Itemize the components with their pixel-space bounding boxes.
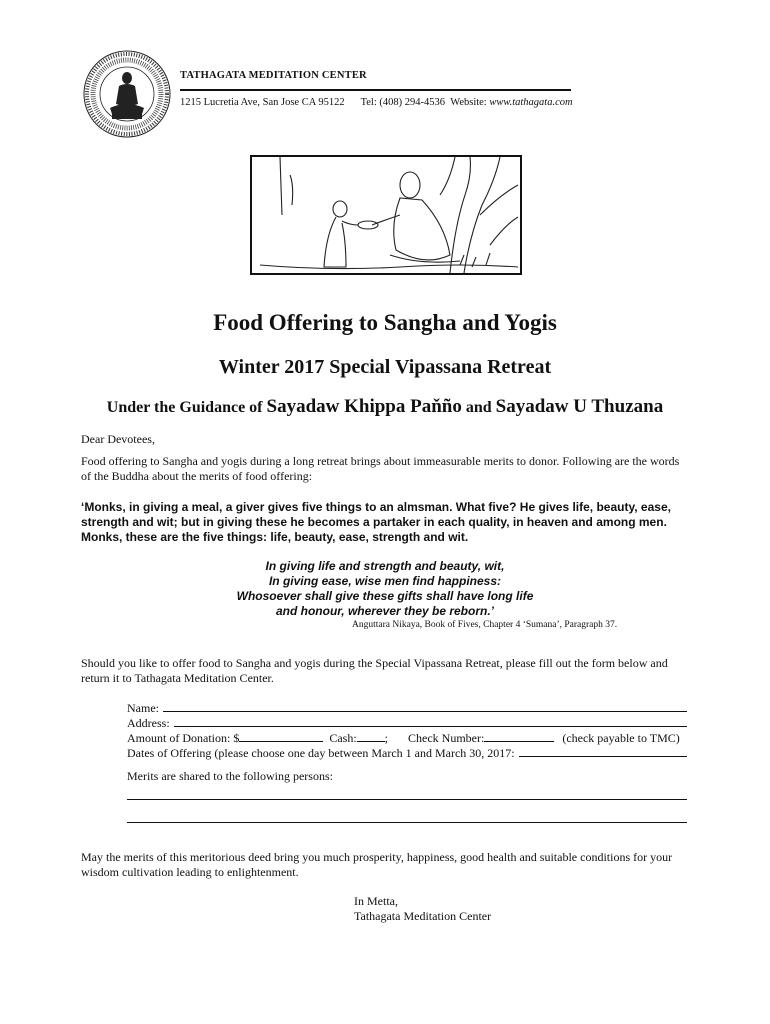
instructions-paragraph: Should you like to offer food to Sangha and yogis during the Special Vipassana Retreat, please fill out the form below and return it to Tathagata Meditation Center.	[81, 656, 668, 685]
address-label: Address:	[127, 716, 170, 730]
name-row	[127, 701, 687, 716]
guidance-prefix: Under the Guidance of	[106, 399, 263, 416]
verse-line: Whosoever shall give these gifts shall have long life	[236, 589, 534, 603]
amount-row	[127, 731, 687, 746]
check-label: Check Number:	[408, 731, 485, 745]
check-note: (check payable to TMC)	[562, 731, 680, 745]
org-address: 1215 Lucretia Ave, San Jose CA 95122	[180, 97, 345, 108]
header-rule	[180, 89, 571, 91]
cash-field[interactable]	[357, 731, 385, 742]
check-number-field[interactable]	[484, 731, 554, 742]
citation: Anguttara Nikaya, Book of Fives, Chapter 4 ‘Sumana’, Paragraph 37.	[352, 620, 618, 630]
org-phone: Tel: (408) 294-4536	[360, 97, 445, 108]
cash-label: Cash:	[329, 731, 357, 745]
merits-line-1[interactable]	[127, 799, 687, 800]
merits-label: Merits are shared to the following persons:	[127, 769, 333, 783]
greeting: Dear Devotees,	[81, 432, 155, 446]
guidance-joiner: and	[465, 399, 492, 416]
website-label: Website:	[450, 97, 487, 108]
amount-label: Amount of Donation: $	[127, 731, 240, 745]
verse-line: In giving life and strength and beauty, wit,	[265, 559, 505, 573]
guidance-line	[0, 396, 770, 418]
org-website: www.tathagata.com	[489, 97, 573, 108]
org-name: TATHAGATA MEDITATION CENTER	[180, 70, 367, 81]
teacher-2: Sayadaw U Thuzana	[495, 396, 664, 417]
verse-line: and honour, wherever they be reborn.’	[275, 604, 495, 618]
address-field[interactable]	[174, 716, 687, 727]
signoff	[354, 894, 491, 924]
signoff-line-2: Tathagata Meditation Center	[354, 909, 492, 923]
page-subtitle: Winter 2017 Special Vipassana Retreat	[218, 356, 552, 378]
amount-field[interactable]	[239, 731, 323, 742]
teacher-1: Sayadaw Khippa Paňño	[266, 396, 462, 417]
donation-form	[127, 701, 687, 784]
org-contact	[180, 97, 573, 108]
dates-label: Dates of Offering (please choose one day between March 1 and March 30, 2017:	[127, 746, 515, 760]
intro-paragraph: Food offering to Sangha and yogis during a long retreat brings about immeasurable merits to donor. Following are the words of the Buddha about the merits of food offering:	[81, 454, 680, 483]
offering-illustration	[250, 155, 522, 275]
signoff-line-1: In Metta,	[354, 894, 398, 908]
merits-line-2[interactable]	[127, 822, 687, 823]
address-row	[127, 716, 687, 731]
closing-paragraph: May the merits of this meritorious deed bring you much prosperity, happiness, good health and suitable conditions for your wisdom cultivation leading to enlightenment.	[81, 850, 673, 879]
verse-line: In giving ease, wise men find happiness:	[268, 574, 502, 588]
cash-suffix: ;	[384, 731, 389, 745]
dates-field[interactable]	[519, 746, 687, 757]
dates-row	[127, 746, 687, 761]
name-field[interactable]	[163, 701, 687, 712]
page-title: Food Offering to Sangha and Yogis	[213, 310, 557, 335]
buddha-seal-logo	[82, 48, 172, 140]
verse-block	[180, 559, 590, 619]
buddha-quote: ‘Monks, in giving a meal, a giver gives five things to an almsman. What five? He gives life, beauty, ease, strength and wit; but in giving these he becomes a partaker in each quality, in heaven and among men. Monks, these are the five things: life, beauty, ease, strength and wit.	[81, 500, 671, 544]
name-label: Name:	[127, 701, 159, 715]
merits-row	[127, 769, 687, 784]
